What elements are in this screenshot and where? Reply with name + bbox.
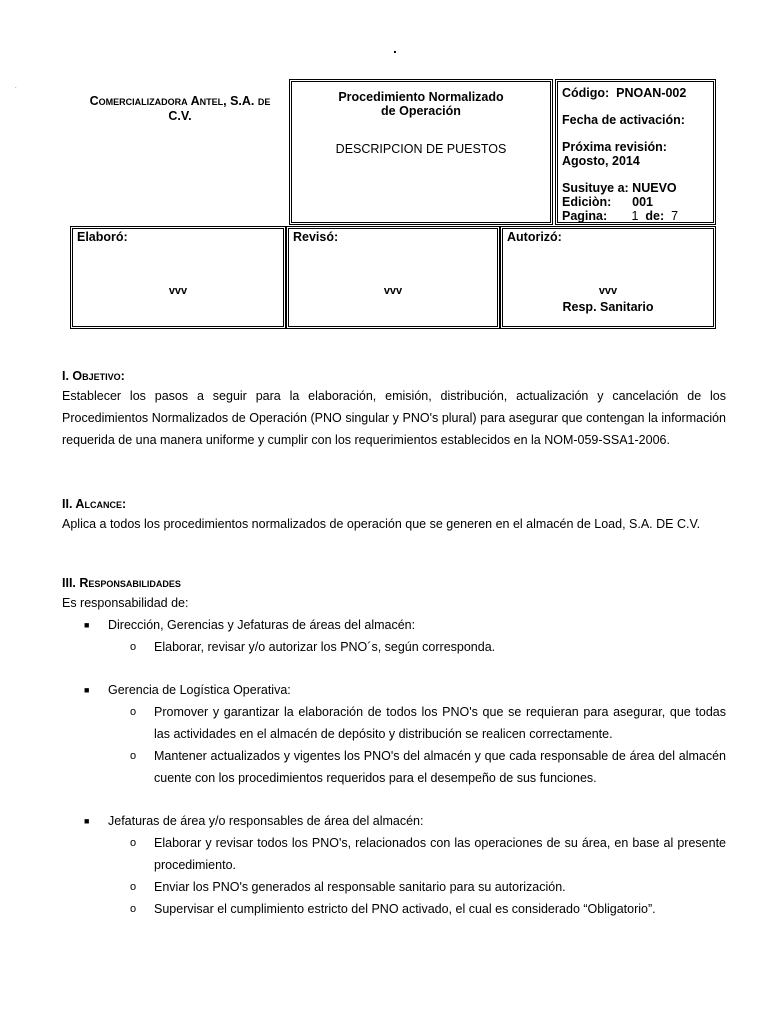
circle-bullet-icon: o — [130, 881, 137, 893]
margin-dot: . — [15, 84, 17, 90]
alcance-text: Aplica a todos los procedimientos normalizados de operación que se generen en el almacén de Load, S.A. DE C.V. — [62, 517, 701, 531]
codigo-line — [562, 86, 709, 100]
section-title-alcance: II. Alcance: — [62, 497, 127, 511]
code-box — [555, 79, 716, 225]
sustituye-line — [562, 181, 709, 195]
responsibility-list — [62, 679, 726, 701]
title-box — [289, 79, 553, 225]
signature-name: vvv — [598, 285, 618, 297]
procedure-title — [292, 90, 550, 118]
edicion-line — [562, 195, 709, 209]
top-mark: . — [393, 40, 397, 56]
sustituye-label: Susituye a: — [562, 181, 629, 195]
codigo-label: Código: — [562, 86, 610, 100]
signature-autorizo — [500, 226, 716, 329]
list-item — [108, 636, 726, 658]
responsabilidades-intro: Es responsabilidad de: — [62, 596, 189, 610]
responsibility-list — [62, 614, 726, 636]
signature-row — [70, 226, 716, 329]
square-bullet-icon: ■ — [84, 685, 90, 695]
list-item — [108, 876, 726, 898]
section-title-objetivo: I. Objetivo: — [62, 369, 125, 383]
square-bullet-icon: ■ — [84, 816, 90, 826]
group-title: Jefaturas de área y/o responsables de área del almacén: — [108, 814, 424, 828]
group-title: Dirección, Gerencias y Jefaturas de áreas del almacén: — [108, 618, 416, 632]
sub-list — [62, 636, 726, 658]
circle-bullet-icon: o — [130, 903, 137, 915]
company-line-1: Comercializadora Antel, S.A. de — [89, 94, 271, 108]
edicion-label: Ediciòn: — [562, 195, 612, 209]
list-item — [108, 898, 726, 920]
proxima-revision-label: Próxima revisión: — [562, 140, 667, 154]
signature-heading: Elaboró: — [77, 230, 128, 244]
document-body — [62, 368, 726, 920]
list-item — [62, 614, 726, 636]
circle-bullet-icon: o — [130, 750, 137, 762]
company-line-2: C.V. — [168, 109, 192, 123]
objetivo-text: Establecer los pasos a seguir para la elaboración, emisión, distribución, actualización y cancelación de los Procedimientos Normalizados de Operación (PNO singular y PNO's plural) para asegurar que contengan la información requerida de una manera uniforme y cumplir con los requerimientos establecidos en la NOM-059-SSA1-2006. — [62, 389, 726, 447]
procedure-title-line-2: de Operación — [381, 104, 461, 118]
signature-role: Resp. Sanitario — [562, 300, 654, 314]
pagina-label: Pagina: — [562, 209, 608, 223]
list-item — [62, 679, 726, 701]
signature-reviso — [286, 226, 500, 329]
edicion-value: 001 — [632, 195, 654, 209]
signature-name: vvv — [383, 285, 403, 297]
list-item — [62, 810, 726, 832]
fecha-activacion-label: Fecha de activación: — [562, 113, 685, 127]
sub-list — [62, 832, 726, 920]
item-text: Promover y garantizar la elaboración de todos los PNO's que se requieran para asegurar, que todas las actividades en el almacén de depósito y distribución se realicen correctamente. — [154, 705, 726, 741]
item-text: Enviar los PNO's generados al responsable sanitario para su autorización. — [154, 880, 566, 894]
signature-heading: Autorizó: — [507, 230, 562, 244]
circle-bullet-icon: o — [130, 641, 137, 653]
codigo-value: PNOAN-002 — [616, 86, 687, 100]
sub-list — [62, 701, 726, 789]
circle-bullet-icon: o — [130, 706, 137, 718]
sustituye-value: NUEVO — [632, 181, 677, 195]
section-title-responsabilidades: III. Responsabilidades — [62, 576, 181, 590]
circle-bullet-icon: o — [130, 837, 137, 849]
list-item — [108, 832, 726, 876]
list-item — [108, 745, 726, 789]
list-item — [108, 701, 726, 745]
company-name — [72, 94, 288, 124]
proxima-revision-value: Agosto, 2014 — [562, 154, 640, 168]
pagina-total: 7 — [671, 209, 679, 223]
item-text: Elaborar y revisar todos los PNO's, relacionados con las operaciones de su área, en base al presente procedimiento. — [154, 836, 726, 872]
de-label: de: — [645, 209, 665, 223]
pagina-value: 1 — [631, 209, 639, 223]
item-text: Mantener actualizados y vigentes los PNO's del almacén y que cada responsable de área del almacén cuente con los procedimientos requeridos para el desempeño de sus funciones. — [154, 749, 726, 785]
signature-heading: Revisó: — [293, 230, 339, 244]
procedure-title-line-1: Procedimiento Normalizado — [338, 90, 504, 104]
pagina-line — [562, 209, 709, 223]
square-bullet-icon: ■ — [84, 620, 90, 630]
signature-name: vvv — [168, 285, 188, 297]
group-title: Gerencia de Logística Operativa: — [108, 683, 291, 697]
signature-elaboro — [70, 226, 286, 329]
item-text: Elaborar, revisar y/o autorizar los PNO´s, según corresponda. — [154, 640, 496, 654]
responsibility-list — [62, 810, 726, 832]
item-text: Supervisar el cumplimiento estricto del PNO activado, el cual es considerado “Obligatorio”. — [154, 902, 656, 916]
document-subtitle: DESCRIPCION DE PUESTOS — [335, 142, 507, 156]
